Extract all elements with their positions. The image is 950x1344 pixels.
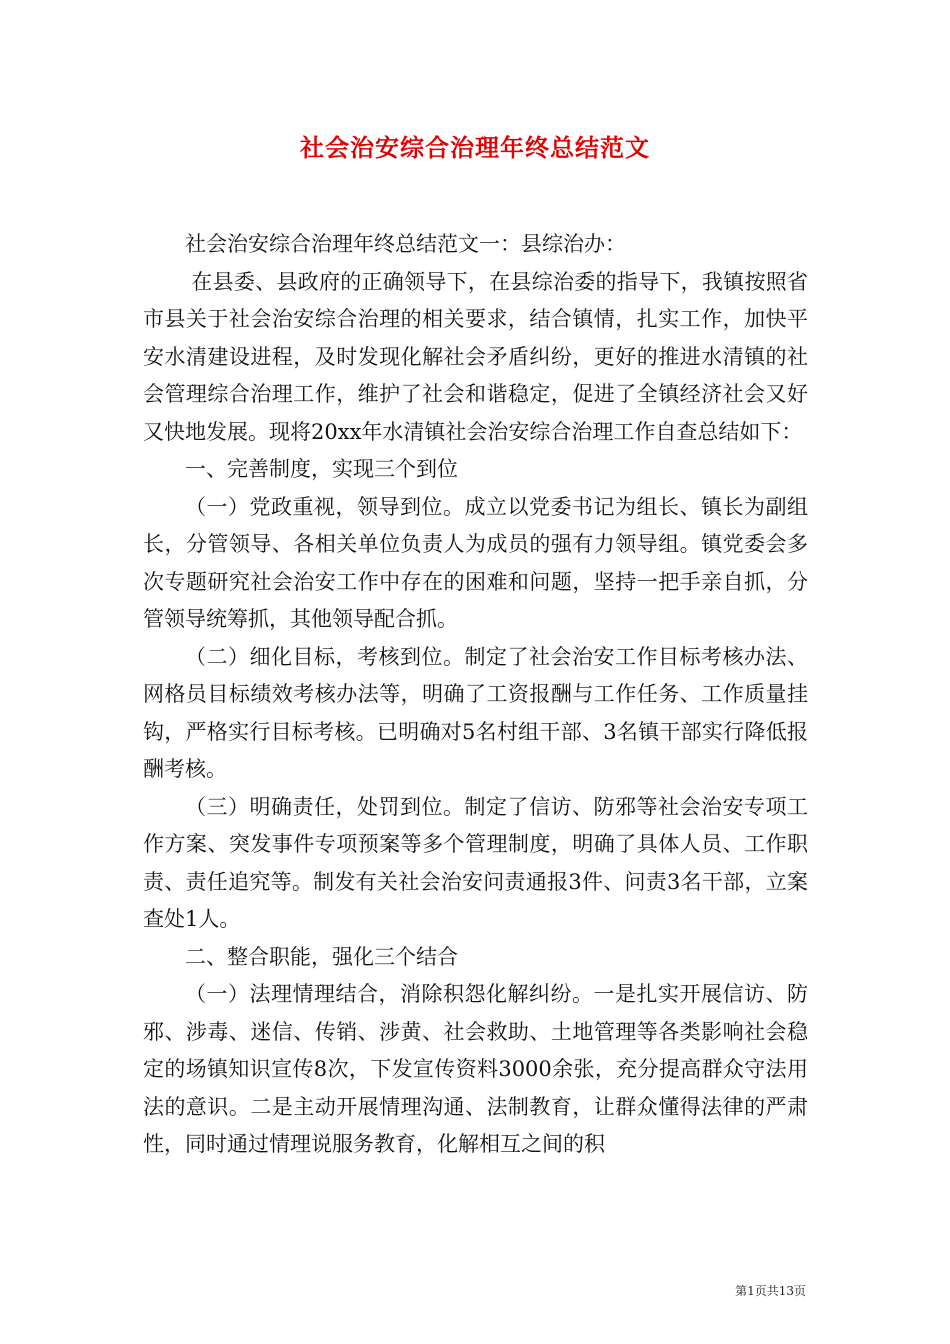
page-footer: 第1页共13页 [735,1284,806,1298]
section-heading-1: 一、完善制度，实现三个到位 [185,457,458,481]
document-title: 社会治安综合治理年终总结范文 [300,133,650,162]
paragraph-1-3: （三）明确责任，处罚到位。制定了信访、防邪等社会治安专项工作方案、突发事件专项预案等多个管理制度，明确了具体人员、工作职责、责任追究等。制发有关社会治安问责通报3件、问责3名干部，立案查处1人。 [143,794,808,931]
paragraph-intro: 在县委、县政府的正确领导下，在县综治委的指导下，我镇按照省市县关于社会治安综合治理的相关要求，结合镇情，扎实工作，加快平安水清建设进程，及时发现化解社会矛盾纠纷，更好的推进水清镇的社会管理综合治理工作，维护了社会和谐稳定，促进了全镇经济社会又好又快地发展。现将20xx年水清镇社会治安综合治理工作自查总结如下： [143,269,808,444]
paragraph-1-2: （二）细化目标，考核到位。制定了社会治安工作目标考核办法、网格员目标绩效考核办法等，明确了工资报酬与工作任务、工作质量挂钩，严格实行目标考核。已明确对5名村组干部、3名镇干部实行降低报酬考核。 [143,644,808,781]
section-heading-2: 二、整合职能，强化三个结合 [185,944,458,969]
paragraph-greeting: 社会治安综合治理年终总结范文一：县综治办： [185,232,626,256]
paragraph-2-1: （一）法理情理结合，消除积怨化解纠纷。一是扎实开展信访、防邪、涉毒、迷信、传销、涉黄、社会救助、土地管理等各类影响社会稳定的场镇知识宣传8次，下发宣传资料3000余张，充分提高群众守法用法的意识。二是主动开展情理沟通、法制教育，让群众懂得法律的严肃性，同时通过情理说服务教育，化解相互之间的积 [143,982,808,1156]
paragraph-1-1: （一）党政重视，领导到位。成立以党委书记为组长、镇长为副组长，分管领导、各相关单位负责人为成员的强有力领导组。镇党委会多次专题研究社会治安工作中存在的困难和问题，坚持一把手亲自抓，分管领导统筹抓，其他领导配合抓。 [143,494,808,631]
document-body [143,226,808,1164]
